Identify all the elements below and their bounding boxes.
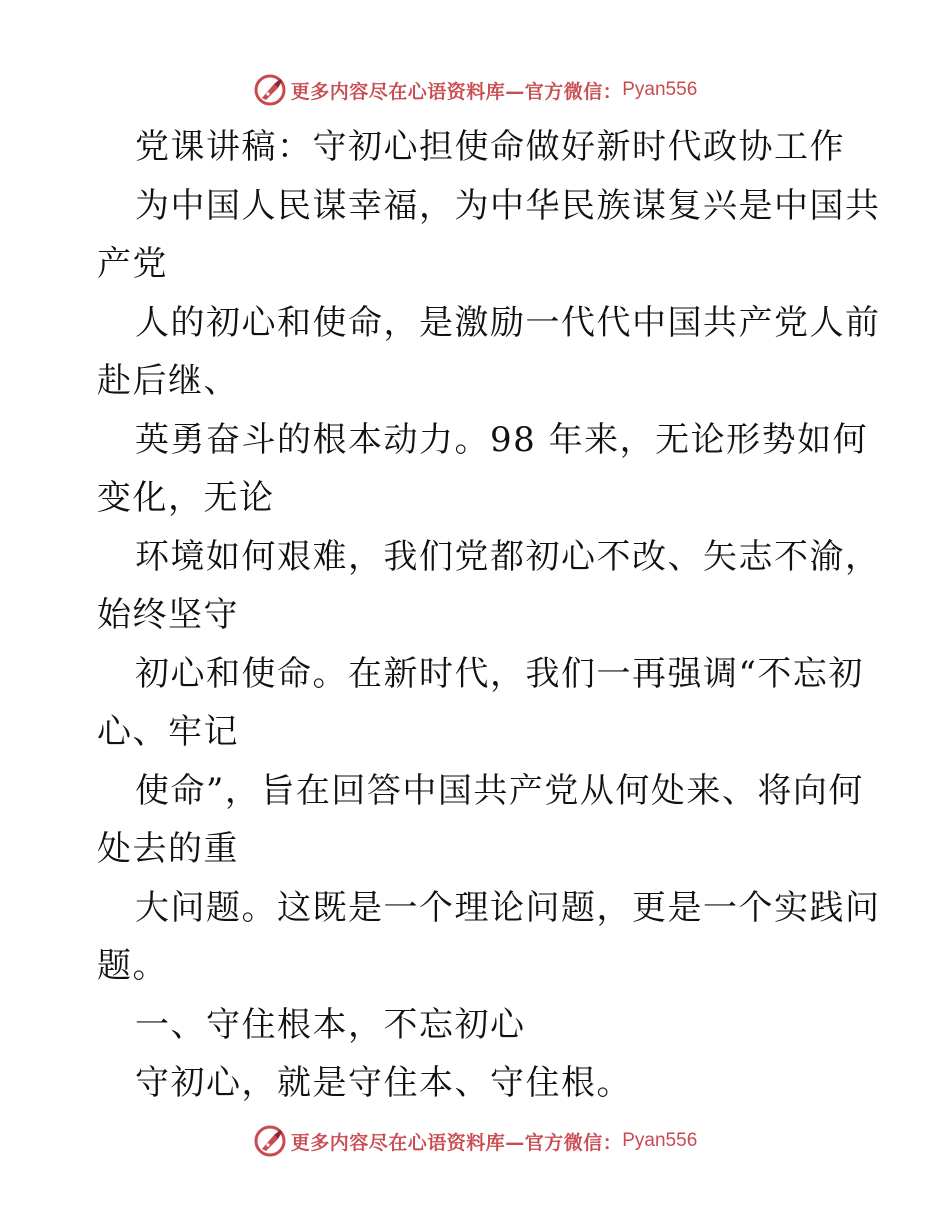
document-line: 赴后继、 [97, 361, 239, 401]
header-banner-text: 更多内容尽在心语资料库—官方微信： [290, 80, 623, 103]
document-title: 党课讲稿：守初心担使命做好新时代政协工作 [135, 127, 845, 167]
document-body [97, 118, 881, 1113]
footer-banner-account: Pyan556 [622, 1130, 698, 1151]
header-banner [0, 70, 950, 110]
footer-banner-text: 更多内容尽在心语资料库—官方微信： [290, 1131, 623, 1154]
header-banner-account: Pyan556 [622, 79, 698, 100]
footer-banner [0, 1121, 950, 1161]
document-line: 变化，无论 [97, 478, 275, 518]
document-line: 处去的重 [97, 829, 239, 869]
document-line: 大问题。这既是一个理论问题，更是一个实践问 [135, 887, 881, 928]
document-line: 心、牢记 [97, 712, 239, 752]
document-line: 环境如何艰难，我们党都初心不改、矢志不渝， [135, 536, 881, 577]
document-line: 英勇奋斗的根本动力。98 年来，无论形势如何 [135, 419, 869, 460]
document-line: 一、守住根本，不忘初心 [135, 1004, 526, 1045]
document-line: 为中国人民谋幸福，为中华民族谋复兴是中国共 [135, 185, 881, 226]
document-line: 产党 [97, 244, 168, 284]
pen-nib-logo-icon [253, 73, 287, 107]
document-line: 题。 [97, 946, 168, 986]
document-line: 使命”，旨在回答中国共产党从何处来、将向何 [135, 770, 864, 811]
document-line: 初心和使命。在新时代，我们一再强调“不忘初 [135, 653, 864, 694]
document-line: 守初心，就是守住本、守住根。 [135, 1063, 632, 1103]
document-line: 始终坚守 [97, 595, 239, 635]
pen-nib-logo-icon [253, 1124, 287, 1158]
document-line: 人的初心和使命，是激励一代代中国共产党人前 [135, 302, 881, 343]
